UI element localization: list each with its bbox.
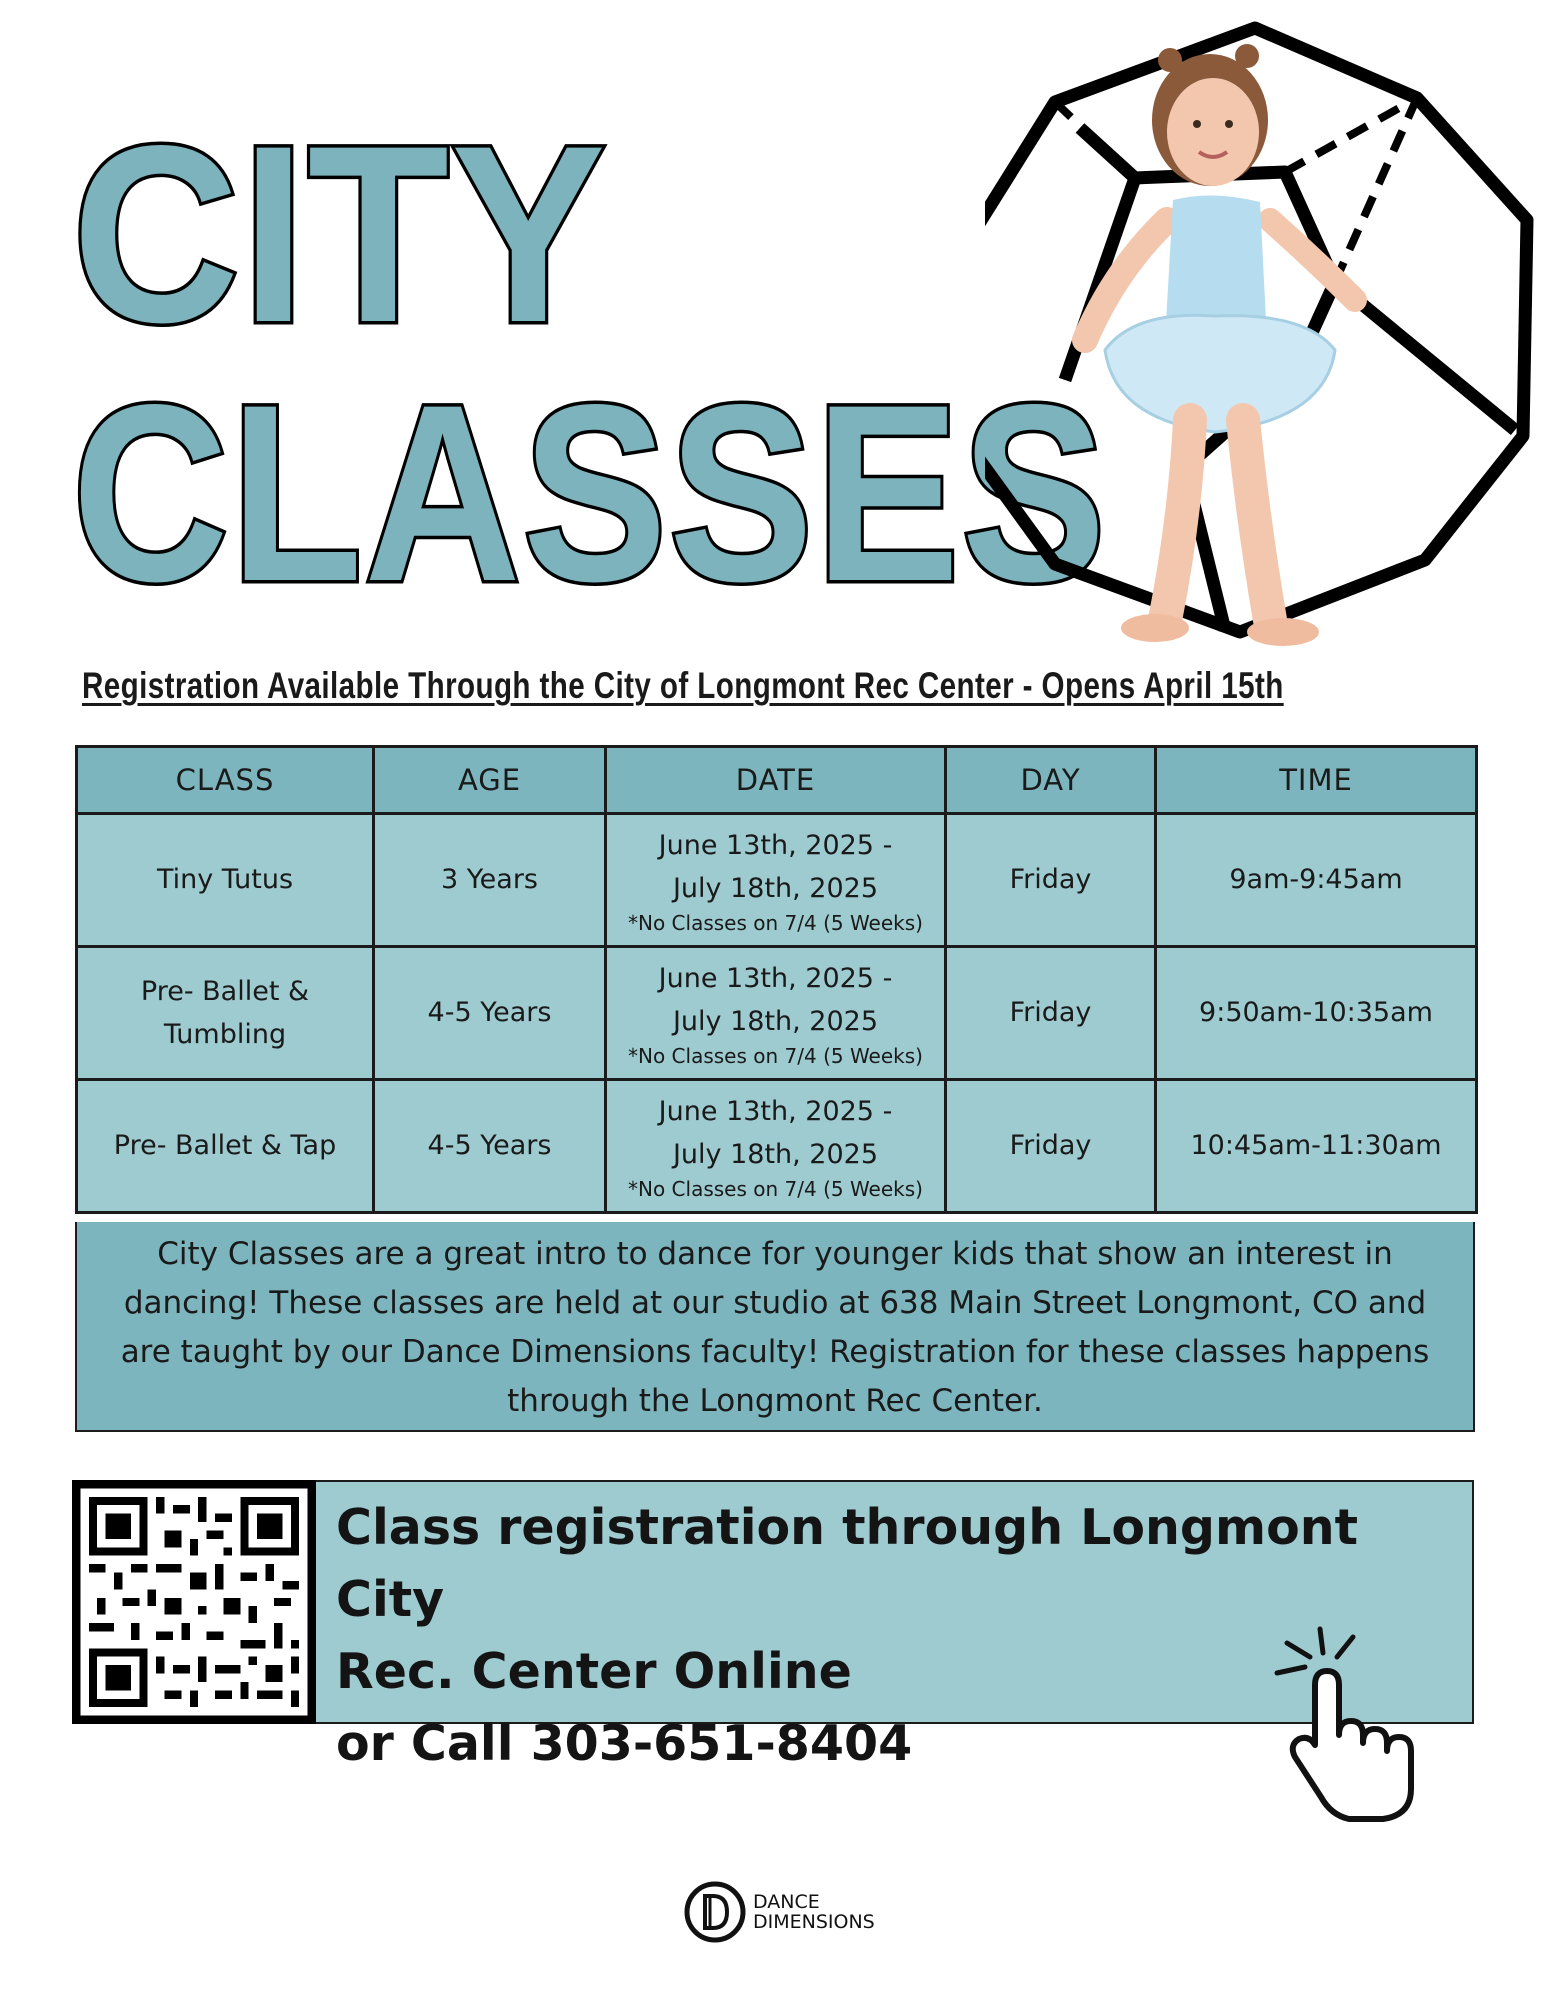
header-day: DAY (946, 747, 1156, 814)
registration-subtitle: Registration Available Through the City of Longmont Rec Center - Opens April 15th (82, 665, 1284, 706)
date-note: *No Classes on 7/4 (5 Weeks) (628, 911, 923, 936)
date-start: June 13th, 2025 - (658, 829, 893, 861)
date-start: June 13th, 2025 - (658, 1095, 893, 1127)
header-date: DATE (606, 747, 946, 814)
logo-mark-icon (683, 1880, 747, 1944)
dancer-figure (1085, 44, 1355, 646)
logo-line-2: DIMENSIONS (753, 1911, 875, 1933)
time-cell: 9am-9:45am (1156, 814, 1477, 947)
date-end: July 18th, 2025 (672, 1006, 879, 1037)
cta-line-1: Class registration through Longmont City (336, 1499, 1359, 1628)
header-age: AGE (374, 747, 606, 814)
time-cell: 10:45am-11:30am (1156, 1080, 1477, 1213)
date-note: *No Classes on 7/4 (5 Weeks) (628, 1044, 923, 1069)
date-start: June 13th, 2025 - (658, 962, 893, 994)
date-end: July 18th, 2025 (672, 1139, 879, 1170)
date-cell (606, 814, 946, 947)
date-note: *No Classes on 7/4 (5 Weeks) (628, 1177, 923, 1202)
class-name-cell: Pre- Ballet & Tap (77, 1080, 374, 1213)
class-schedule-table (75, 745, 1478, 1214)
logo-wordmark (753, 1892, 875, 1932)
age-cell: 3 Years (374, 814, 606, 947)
class-name-cell: Pre- Ballet & Tumbling (77, 947, 374, 1080)
age-cell: 4-5 Years (374, 1080, 606, 1213)
class-name-cell: Tiny Tutus (77, 814, 374, 947)
date-end: July 18th, 2025 (672, 873, 879, 904)
program-description: City Classes are a great intro to dance for younger kids that show an interest in dancing! These classes are held at our studio at 638 Main Street Longmont, CO and are taught by our Dance Dimensions faculty! Registration for these classes happens through the Longmont Rec Center. (75, 1222, 1475, 1432)
registration-call-to-action (72, 1480, 1474, 1772)
header-time: TIME (1156, 747, 1477, 814)
hero-dancer-illustration (985, 20, 1545, 660)
hand-pointer-click-icon (1265, 1625, 1465, 1825)
date-cell (606, 947, 946, 1080)
cta-line-2: Rec. Center Online (336, 1643, 852, 1700)
time-cell: 9:50am-10:35am (1156, 947, 1477, 1080)
cta-line-3-phone[interactable]: or Call 303-651-8404 (336, 1715, 913, 1772)
table-row (77, 1080, 1477, 1213)
date-cell (606, 1080, 946, 1213)
headline-classes: CLASSES (72, 352, 1108, 634)
day-cell: Friday (946, 814, 1156, 947)
table-row (77, 947, 1477, 1080)
dance-dimensions-logo (683, 1877, 875, 1947)
table-row (77, 814, 1477, 947)
header-class: CLASS (77, 747, 374, 814)
day-cell: Friday (946, 947, 1156, 1080)
table-header-row (77, 747, 1477, 814)
headline-city: CITY (72, 94, 608, 375)
age-cell: 4-5 Years (374, 947, 606, 1080)
qr-code-icon[interactable] (72, 1480, 316, 1724)
day-cell: Friday (946, 1080, 1156, 1213)
logo-line-1: DANCE (753, 1891, 820, 1913)
